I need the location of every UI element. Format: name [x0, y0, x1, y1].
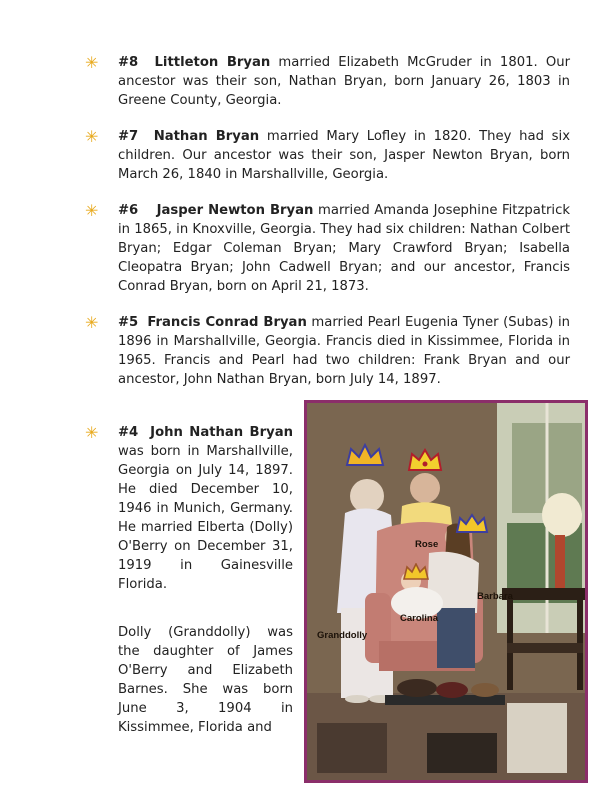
entry-text: married Pearl Eugenia Tyner (Subas) in 1896 in Marshallville, Georgia. Francis died in Kissimmee, Florida in 1965. Francis and Pearl had two children: Frank Bryan and our ancestor, John Nathan Bryan, born July 14, 1897.: [118, 315, 570, 387]
entry-littleton-bryan: [118, 53, 570, 110]
entry-name: Littleton Bryan: [154, 55, 271, 70]
entry-number: #4: [118, 425, 139, 440]
entry-text: married Mary Lofley in 1820. They had six children. Our ancestor was their son, Jasper Newton Bryan, born March 26, 1840 in Marshallville, Georgia.: [118, 129, 570, 182]
photo-label-granddolly: Granddolly: [317, 630, 368, 641]
photo-label-rose: Rose: [415, 539, 439, 550]
photo-label-carolina: Carolina: [400, 613, 439, 624]
crown-icon: [403, 563, 429, 581]
entry-name: Jasper Newton Bryan: [156, 203, 314, 218]
crown-icon: [407, 448, 443, 474]
photo-label-barbara: Barbara: [477, 591, 513, 602]
star-bullet-icon: ✳: [85, 127, 99, 146]
crown-icon: [345, 443, 385, 469]
entry-number: #6: [118, 203, 139, 218]
entry-john-nathan-bryan: [118, 423, 293, 594]
entry-name: Francis Conrad Bryan: [147, 315, 307, 330]
star-bullet-icon: ✳: [85, 53, 99, 72]
entry-text: married Elizabeth McGruder in 1801. Our ancestor was their son, Nathan Bryan, born January 26, 1803 in Greene County, Georgia.: [118, 55, 570, 108]
entry-number: #5: [118, 315, 139, 330]
entry-number: #7: [118, 129, 139, 144]
entry-text: was born in Marshallville, Georgia on July 14, 1897. He died December 10, 1946 in Munich, Germany. He married Elberta (Dolly) O'Berry on December 31, 1919 in Gainesville Florida.: [118, 444, 293, 592]
star-bullet-icon: ✳: [85, 201, 99, 220]
entry-number: #8: [118, 55, 139, 70]
entry-jasper-newton-bryan: [118, 201, 570, 296]
entry-nathan-bryan: [118, 127, 570, 184]
star-bullet-icon: ✳: [85, 423, 99, 442]
entry-francis-conrad-bryan: [118, 313, 570, 389]
dolly-paragraph: Dolly (Granddolly) was the daughter of James O'Berry and Elizabeth Barnes. She was born June 3, 1904 in Kissimmee, Florida and: [118, 625, 293, 735]
entry-text: married Amanda Josephine Fitzpatrick in 1865, in Knoxville, Georgia. They had six children: Nathan Colbert Bryan; Edgar Coleman Bryan; Mary Crawford Bryan; Isabella Cleopatra Bryan; John Cadwell Bryan; and our ancestor, Francis Conrad Bryan, born on April 21, 1873.: [118, 203, 570, 294]
family-photo: [304, 400, 588, 783]
star-bullet-icon: ✳: [85, 313, 99, 332]
crown-icon: [455, 513, 489, 535]
entry-name: Nathan Bryan: [153, 129, 260, 144]
entry-name: John Nathan Bryan: [150, 425, 293, 440]
